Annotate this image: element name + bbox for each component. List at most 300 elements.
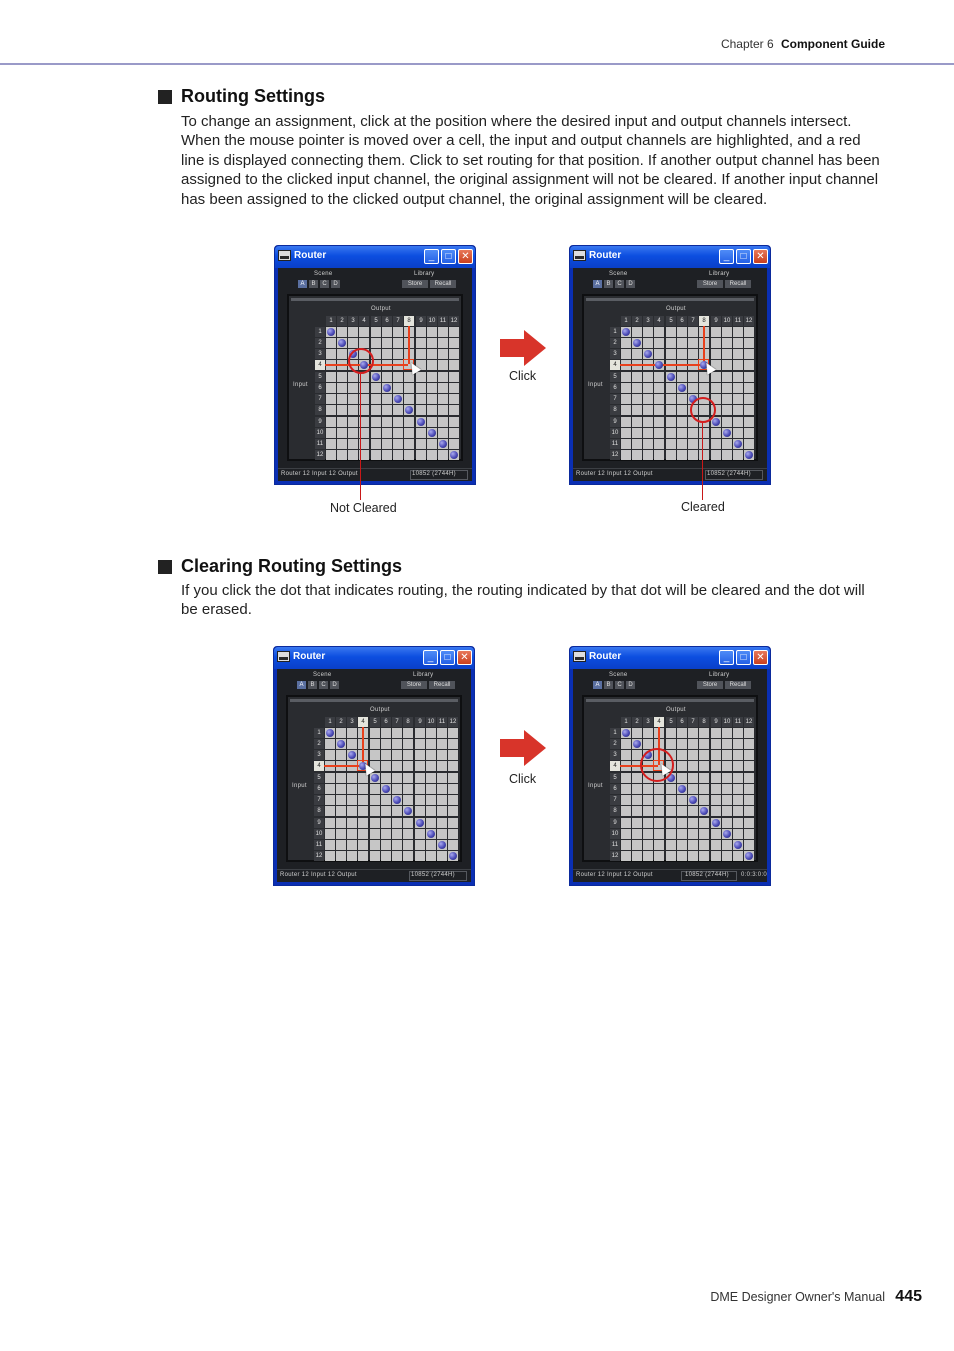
output-channel-9[interactable]: 9: [416, 316, 426, 326]
routing-cell[interactable]: [733, 372, 743, 382]
routing-cell[interactable]: [677, 851, 687, 861]
output-channel-3[interactable]: 3: [643, 717, 653, 727]
output-channel-10[interactable]: 10: [723, 719, 731, 725]
routing-cell[interactable]: [381, 851, 391, 861]
input-channel-9[interactable]: 9: [315, 417, 325, 427]
scene-button-d[interactable]: D: [626, 280, 635, 288]
routing-cell[interactable]: [654, 450, 664, 460]
routing-cell[interactable]: [347, 840, 357, 850]
routing-cell[interactable]: [699, 784, 709, 794]
routing-cell[interactable]: [438, 383, 448, 393]
routing-cell[interactable]: [688, 840, 698, 850]
routing-cell[interactable]: [733, 349, 743, 359]
maximize-button[interactable]: □: [441, 249, 456, 264]
input-channel-3[interactable]: 3: [610, 349, 620, 359]
routing-cell[interactable]: [699, 383, 709, 393]
routing-cell[interactable]: [325, 773, 335, 783]
routing-cell[interactable]: [744, 818, 754, 828]
scene-button-d[interactable]: D: [626, 681, 635, 689]
routing-cell[interactable]: [621, 773, 631, 783]
input-channel-11[interactable]: 11: [611, 842, 619, 848]
routing-cell[interactable]: [621, 405, 631, 415]
routing-cell[interactable]: [711, 428, 721, 438]
routing-cell[interactable]: [654, 818, 664, 828]
routing-cell[interactable]: [347, 739, 357, 749]
output-channel-10[interactable]: 10: [723, 318, 731, 324]
routing-cell[interactable]: [632, 806, 642, 816]
output-channel-5[interactable]: 5: [666, 717, 676, 727]
routing-cell[interactable]: [370, 851, 380, 861]
input-channel-5[interactable]: 5: [314, 773, 324, 783]
routing-cell[interactable]: [393, 428, 403, 438]
input-channel-7[interactable]: 7: [610, 795, 620, 805]
routing-cell[interactable]: [666, 394, 676, 404]
output-channel-6[interactable]: 6: [382, 316, 392, 326]
routing-cell[interactable]: [632, 773, 642, 783]
input-channel-6[interactable]: 6: [314, 784, 324, 794]
routing-cell[interactable]: [711, 450, 721, 460]
routing-cell[interactable]: [677, 372, 687, 382]
routing-cell[interactable]: [382, 394, 392, 404]
routing-cell[interactable]: [393, 372, 403, 382]
routing-cell[interactable]: [415, 739, 425, 749]
routing-dot[interactable]: [372, 373, 380, 381]
routing-cell[interactable]: [744, 784, 754, 794]
routing-cell[interactable]: [632, 795, 642, 805]
routing-cell[interactable]: [643, 428, 653, 438]
routing-cell[interactable]: [643, 405, 653, 415]
routing-cell[interactable]: [621, 417, 631, 427]
routing-cell[interactable]: [427, 349, 437, 359]
input-channel-4[interactable]: 4: [610, 360, 620, 370]
input-channel-7[interactable]: 7: [314, 795, 324, 805]
routing-cell[interactable]: [415, 728, 425, 738]
routing-cell[interactable]: [336, 829, 346, 839]
routing-cell[interactable]: [688, 750, 698, 760]
routing-cell[interactable]: [403, 750, 413, 760]
routing-cell[interactable]: [722, 761, 732, 771]
recall-button[interactable]: Recall: [429, 681, 455, 689]
scene-button-d[interactable]: D: [330, 681, 339, 689]
scene-button-a[interactable]: A: [593, 280, 602, 288]
routing-cell[interactable]: [722, 327, 732, 337]
routing-cell[interactable]: [699, 739, 709, 749]
routing-cell[interactable]: [416, 405, 426, 415]
routing-cell[interactable]: [448, 795, 458, 805]
routing-cell[interactable]: [733, 784, 743, 794]
routing-dot[interactable]: [745, 852, 753, 860]
routing-cell[interactable]: [643, 327, 653, 337]
routing-cell[interactable]: [336, 728, 346, 738]
routing-cell[interactable]: [415, 773, 425, 783]
routing-cell[interactable]: [392, 840, 402, 850]
routing-cell[interactable]: [348, 394, 358, 404]
routing-cell[interactable]: [733, 806, 743, 816]
routing-cell[interactable]: [449, 338, 459, 348]
input-channel-8[interactable]: 8: [610, 405, 620, 415]
routing-cell[interactable]: [632, 394, 642, 404]
routing-cell[interactable]: [643, 383, 653, 393]
routing-cell[interactable]: [711, 773, 721, 783]
routing-cell[interactable]: [666, 728, 676, 738]
routing-cell[interactable]: [337, 450, 347, 460]
routing-cell[interactable]: [336, 851, 346, 861]
input-channel-3[interactable]: 3: [610, 750, 620, 760]
routing-cell[interactable]: [449, 428, 459, 438]
routing-cell[interactable]: [722, 360, 732, 370]
output-channel-8[interactable]: 8: [699, 316, 709, 326]
routing-cell[interactable]: [733, 728, 743, 738]
routing-cell[interactable]: [438, 405, 448, 415]
routing-cell[interactable]: [347, 818, 357, 828]
scene-button-c[interactable]: C: [615, 681, 624, 689]
output-channel-2[interactable]: 2: [337, 316, 347, 326]
routing-cell[interactable]: [643, 806, 653, 816]
routing-cell[interactable]: [643, 739, 653, 749]
routing-cell[interactable]: [688, 739, 698, 749]
routing-cell[interactable]: [654, 327, 664, 337]
routing-cell[interactable]: [371, 405, 381, 415]
routing-cell[interactable]: [403, 728, 413, 738]
routing-cell[interactable]: [632, 450, 642, 460]
routing-cell[interactable]: [449, 372, 459, 382]
routing-cell[interactable]: [448, 761, 458, 771]
routing-cell[interactable]: [688, 806, 698, 816]
output-channel-9[interactable]: 9: [711, 717, 721, 727]
routing-cell[interactable]: [426, 739, 436, 749]
routing-cell[interactable]: [677, 338, 687, 348]
routing-cell[interactable]: [358, 851, 368, 861]
routing-cell[interactable]: [677, 761, 687, 771]
input-channel-7[interactable]: 7: [315, 394, 325, 404]
routing-cell[interactable]: [722, 784, 732, 794]
input-channel-1[interactable]: 1: [314, 728, 324, 738]
routing-cell[interactable]: [733, 405, 743, 415]
routing-cell[interactable]: [666, 428, 676, 438]
routing-cell[interactable]: [666, 851, 676, 861]
routing-cell[interactable]: [336, 773, 346, 783]
input-channel-4[interactable]: 4: [314, 761, 324, 771]
routing-cell[interactable]: [643, 372, 653, 382]
input-channel-3[interactable]: 3: [314, 750, 324, 760]
routing-cell[interactable]: [326, 349, 336, 359]
routing-cell[interactable]: [326, 394, 336, 404]
routing-cell[interactable]: [744, 327, 754, 337]
routing-cell[interactable]: [427, 450, 437, 460]
routing-cell[interactable]: [347, 784, 357, 794]
routing-cell[interactable]: [621, 383, 631, 393]
routing-cell[interactable]: [677, 818, 687, 828]
output-channel-5[interactable]: 5: [370, 717, 380, 727]
routing-cell[interactable]: [733, 450, 743, 460]
routing-cell[interactable]: [711, 338, 721, 348]
routing-cell[interactable]: [426, 728, 436, 738]
routing-dot[interactable]: [417, 418, 425, 426]
routing-cell[interactable]: [403, 829, 413, 839]
routing-cell[interactable]: [404, 417, 414, 427]
scene-button-b[interactable]: B: [604, 280, 613, 288]
routing-cell[interactable]: [448, 806, 458, 816]
routing-cell[interactable]: [381, 773, 391, 783]
routing-cell[interactable]: [632, 829, 642, 839]
routing-cell[interactable]: [382, 338, 392, 348]
routing-cell[interactable]: [654, 829, 664, 839]
routing-cell[interactable]: [427, 383, 437, 393]
routing-cell[interactable]: [722, 383, 732, 393]
routing-cell[interactable]: [666, 338, 676, 348]
routing-cell[interactable]: [699, 750, 709, 760]
routing-cell[interactable]: [382, 428, 392, 438]
routing-cell[interactable]: [371, 394, 381, 404]
output-channel-3[interactable]: 3: [643, 316, 653, 326]
routing-cell[interactable]: [393, 439, 403, 449]
routing-dot[interactable]: [667, 373, 675, 381]
routing-cell[interactable]: [427, 327, 437, 337]
close-button[interactable]: ✕: [457, 650, 472, 665]
routing-cell[interactable]: [348, 450, 358, 460]
routing-cell[interactable]: [437, 761, 447, 771]
routing-cell[interactable]: [438, 349, 448, 359]
routing-dot[interactable]: [734, 440, 742, 448]
routing-cell[interactable]: [688, 784, 698, 794]
input-channel-10[interactable]: 10: [315, 831, 323, 837]
routing-cell[interactable]: [744, 840, 754, 850]
output-channel-5[interactable]: 5: [666, 316, 676, 326]
input-channel-1[interactable]: 1: [610, 728, 620, 738]
output-channel-7[interactable]: 7: [688, 316, 698, 326]
output-channel-12[interactable]: 12: [745, 318, 753, 324]
routing-cell[interactable]: [643, 851, 653, 861]
routing-cell[interactable]: [371, 428, 381, 438]
routing-dot[interactable]: [734, 841, 742, 849]
routing-cell[interactable]: [336, 806, 346, 816]
routing-cell[interactable]: [403, 818, 413, 828]
routing-cell[interactable]: [348, 327, 358, 337]
routing-cell[interactable]: [381, 761, 391, 771]
scene-button-b[interactable]: B: [309, 280, 318, 288]
routing-cell[interactable]: [621, 784, 631, 794]
routing-cell[interactable]: [325, 739, 335, 749]
recall-button[interactable]: Recall: [430, 280, 456, 288]
routing-cell[interactable]: [382, 405, 392, 415]
routing-cell[interactable]: [393, 338, 403, 348]
routing-dot[interactable]: [622, 729, 630, 737]
routing-cell[interactable]: [632, 405, 642, 415]
routing-cell[interactable]: [643, 818, 653, 828]
output-channel-7[interactable]: 7: [393, 316, 403, 326]
routing-cell[interactable]: [427, 360, 437, 370]
routing-dot[interactable]: [622, 328, 630, 336]
routing-dot[interactable]: [745, 451, 753, 459]
routing-cell[interactable]: [426, 851, 436, 861]
routing-cell[interactable]: [677, 773, 687, 783]
routing-cell[interactable]: [371, 383, 381, 393]
routing-cell[interactable]: [370, 784, 380, 794]
routing-cell[interactable]: [711, 840, 721, 850]
routing-cell[interactable]: [393, 450, 403, 460]
routing-dot[interactable]: [404, 807, 412, 815]
routing-dot[interactable]: [428, 429, 436, 437]
input-channel-10[interactable]: 10: [316, 430, 324, 436]
input-channel-10[interactable]: 10: [611, 430, 619, 436]
routing-cell[interactable]: [371, 327, 381, 337]
routing-cell[interactable]: [393, 349, 403, 359]
routing-cell[interactable]: [393, 327, 403, 337]
routing-dot[interactable]: [371, 774, 379, 782]
title-bar[interactable]: [275, 246, 475, 268]
routing-cell[interactable]: [666, 829, 676, 839]
routing-cell[interactable]: [722, 739, 732, 749]
routing-cell[interactable]: [733, 383, 743, 393]
routing-cell[interactable]: [326, 338, 336, 348]
scene-button-c[interactable]: C: [319, 681, 328, 689]
routing-dot[interactable]: [327, 328, 335, 336]
input-channel-12[interactable]: 12: [315, 853, 323, 859]
routing-cell[interactable]: [337, 439, 347, 449]
routing-cell[interactable]: [643, 417, 653, 427]
routing-dot[interactable]: [393, 796, 401, 804]
routing-cell[interactable]: [371, 417, 381, 427]
routing-cell[interactable]: [358, 840, 368, 850]
routing-cell[interactable]: [358, 829, 368, 839]
output-channel-1[interactable]: 1: [325, 717, 335, 727]
routing-dot[interactable]: [326, 729, 334, 737]
routing-cell[interactable]: [677, 349, 687, 359]
routing-cell[interactable]: [403, 840, 413, 850]
routing-cell[interactable]: [688, 773, 698, 783]
routing-cell[interactable]: [382, 439, 392, 449]
routing-cell[interactable]: [381, 728, 391, 738]
routing-cell[interactable]: [381, 829, 391, 839]
routing-cell[interactable]: [427, 417, 437, 427]
input-channel-12[interactable]: 12: [611, 853, 619, 859]
routing-cell[interactable]: [437, 750, 447, 760]
routing-dot[interactable]: [633, 339, 641, 347]
routing-cell[interactable]: [722, 439, 732, 449]
routing-cell[interactable]: [371, 450, 381, 460]
routing-cell[interactable]: [688, 728, 698, 738]
input-channel-5[interactable]: 5: [315, 372, 325, 382]
routing-cell[interactable]: [677, 450, 687, 460]
routing-cell[interactable]: [621, 394, 631, 404]
routing-cell[interactable]: [711, 728, 721, 738]
routing-cell[interactable]: [427, 394, 437, 404]
routing-cell[interactable]: [449, 383, 459, 393]
routing-cell[interactable]: [437, 773, 447, 783]
routing-cell[interactable]: [744, 728, 754, 738]
input-channel-9[interactable]: 9: [610, 818, 620, 828]
routing-cell[interactable]: [416, 349, 426, 359]
routing-cell[interactable]: [415, 829, 425, 839]
routing-cell[interactable]: [654, 439, 664, 449]
routing-cell[interactable]: [438, 417, 448, 427]
output-channel-7[interactable]: 7: [392, 717, 402, 727]
output-channel-6[interactable]: 6: [381, 717, 391, 727]
routing-cell[interactable]: [348, 405, 358, 415]
input-channel-11[interactable]: 11: [611, 441, 619, 447]
input-channel-8[interactable]: 8: [610, 806, 620, 816]
routing-cell[interactable]: [677, 439, 687, 449]
input-channel-1[interactable]: 1: [610, 327, 620, 337]
routing-cell[interactable]: [666, 439, 676, 449]
routing-cell[interactable]: [711, 739, 721, 749]
routing-cell[interactable]: [688, 450, 698, 460]
input-channel-2[interactable]: 2: [315, 338, 325, 348]
routing-dot[interactable]: [439, 440, 447, 448]
routing-cell[interactable]: [643, 728, 653, 738]
routing-cell[interactable]: [381, 739, 391, 749]
routing-cell[interactable]: [326, 405, 336, 415]
routing-cell[interactable]: [358, 818, 368, 828]
output-channel-1[interactable]: 1: [621, 717, 631, 727]
routing-cell[interactable]: [677, 417, 687, 427]
routing-cell[interactable]: [677, 428, 687, 438]
routing-cell[interactable]: [632, 439, 642, 449]
routing-cell[interactable]: [438, 338, 448, 348]
routing-cell[interactable]: [370, 795, 380, 805]
minimize-button[interactable]: _: [423, 650, 438, 665]
routing-cell[interactable]: [404, 450, 414, 460]
routing-cell[interactable]: [437, 829, 447, 839]
routing-cell[interactable]: [744, 750, 754, 760]
routing-dot[interactable]: [700, 807, 708, 815]
routing-cell[interactable]: [370, 739, 380, 749]
routing-cell[interactable]: [326, 439, 336, 449]
routing-cell[interactable]: [677, 750, 687, 760]
routing-cell[interactable]: [711, 750, 721, 760]
routing-cell[interactable]: [392, 728, 402, 738]
routing-cell[interactable]: [325, 818, 335, 828]
routing-cell[interactable]: [733, 394, 743, 404]
routing-cell[interactable]: [688, 818, 698, 828]
routing-cell[interactable]: [427, 372, 437, 382]
routing-cell[interactable]: [415, 784, 425, 794]
routing-cell[interactable]: [632, 784, 642, 794]
routing-cell[interactable]: [722, 405, 732, 415]
routing-cell[interactable]: [744, 417, 754, 427]
output-channel-4[interactable]: 4: [359, 316, 369, 326]
output-channel-6[interactable]: 6: [677, 316, 687, 326]
routing-cell[interactable]: [382, 417, 392, 427]
routing-cell[interactable]: [448, 840, 458, 850]
routing-cell[interactable]: [404, 383, 414, 393]
routing-cell[interactable]: [348, 417, 358, 427]
routing-cell[interactable]: [733, 818, 743, 828]
routing-cell[interactable]: [744, 806, 754, 816]
routing-cell[interactable]: [448, 739, 458, 749]
input-channel-2[interactable]: 2: [314, 739, 324, 749]
routing-dot[interactable]: [416, 819, 424, 827]
title-bar[interactable]: [570, 647, 770, 669]
input-channel-5[interactable]: 5: [610, 372, 620, 382]
routing-cell[interactable]: [370, 840, 380, 850]
output-channel-10[interactable]: 10: [427, 719, 435, 725]
routing-cell[interactable]: [711, 761, 721, 771]
routing-cell[interactable]: [449, 405, 459, 415]
routing-cell[interactable]: [744, 761, 754, 771]
routing-cell[interactable]: [677, 739, 687, 749]
routing-cell[interactable]: [699, 795, 709, 805]
routing-cell[interactable]: [348, 428, 358, 438]
routing-cell[interactable]: [449, 360, 459, 370]
routing-cell[interactable]: [744, 405, 754, 415]
title-bar[interactable]: [274, 647, 474, 669]
routing-cell[interactable]: [370, 728, 380, 738]
input-channel-5[interactable]: 5: [610, 773, 620, 783]
routing-cell[interactable]: [403, 795, 413, 805]
routing-cell[interactable]: [621, 750, 631, 760]
routing-cell[interactable]: [621, 806, 631, 816]
